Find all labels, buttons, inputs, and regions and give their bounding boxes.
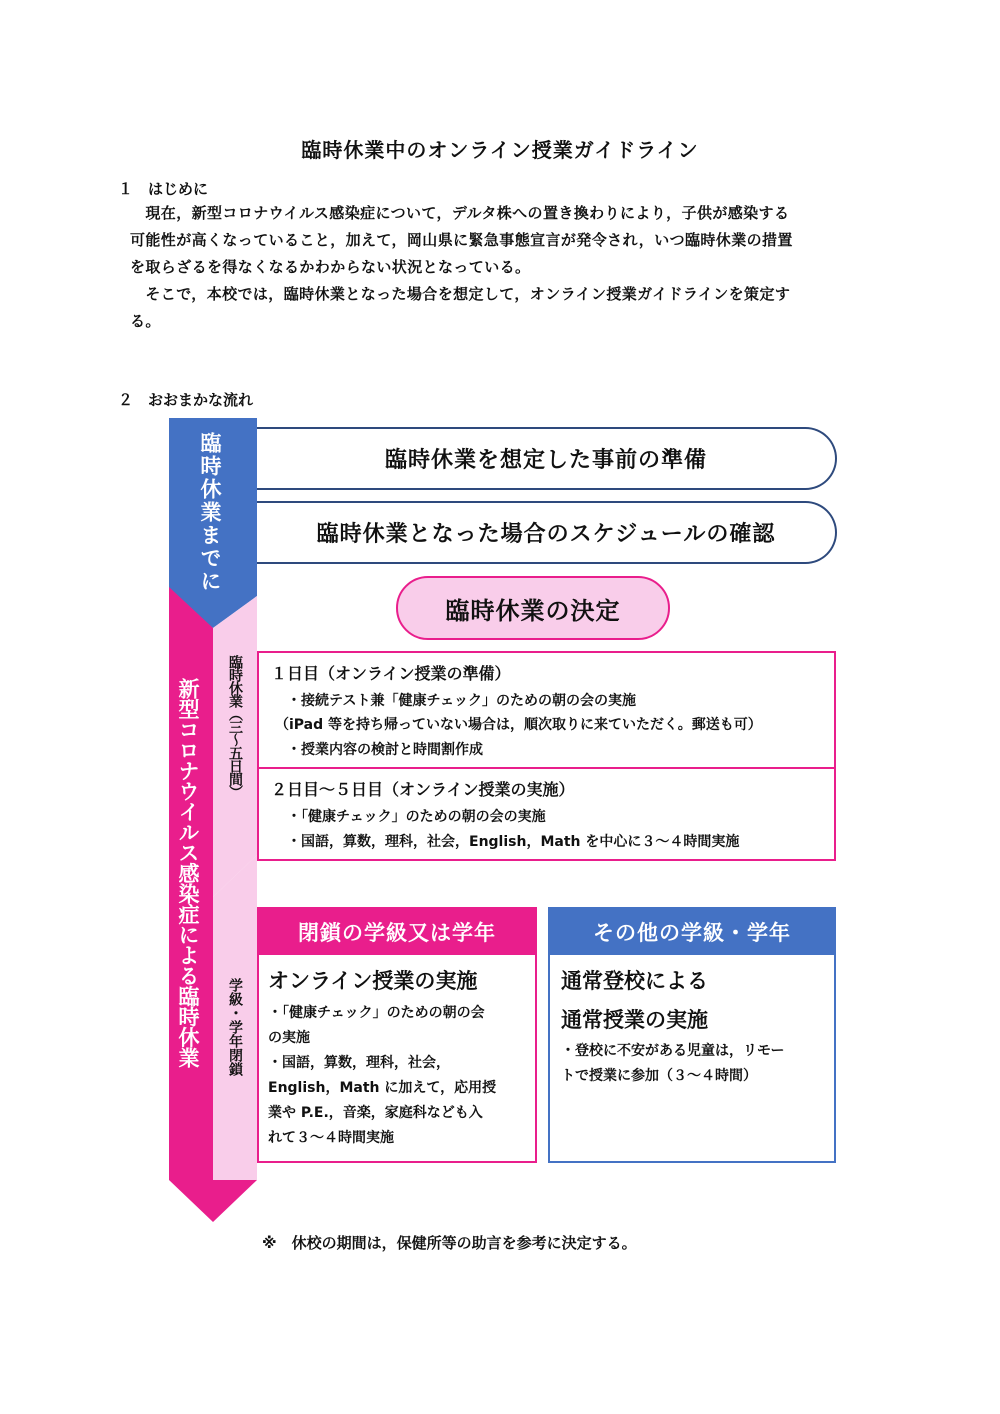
day2-line: ・「健康チェック」のための朝の会の実施 (287, 809, 546, 825)
para-line: そこで，本校では，臨時休業となった場合を想定して，オンライン授業ガイドラインを策定す (130, 285, 791, 303)
footnote: ※ 休校の期間は，保健所等の助言を参考に決定する。 (262, 1234, 637, 1252)
closed-classes-action: オンライン授業の実施 (268, 969, 478, 993)
section-1-heading: １ はじめに (118, 180, 209, 198)
closed-classes-box (257, 907, 537, 1163)
other-classes-header: その他の学級・学年 (550, 909, 834, 955)
day1-line: （iPad 等を持ち帰っていない場合は，順次取りに来ていただく。郵送も可） (275, 717, 762, 733)
day1-line: ・接続テスト兼「健康チェック」のための朝の会の実施 (287, 693, 637, 709)
detail-line: ・登校に不安がある児童は，リモー (561, 1043, 785, 1059)
detail-line: English，Math に加えて，応用授 (268, 1080, 497, 1096)
day2-line: ・国語，算数，理科，社会，English，Math を中心に３～４時間実施 (287, 834, 740, 850)
other-classes-action-1: 通常登校による (561, 969, 708, 993)
prep-step: 臨時休業を想定した事前の準備 (257, 427, 837, 490)
other-classes-box (548, 907, 836, 1163)
day1-box (257, 651, 836, 769)
day2-5-box (257, 767, 836, 861)
para-line: を取らざるを得なくなるかわからない状況となっている。 (130, 258, 531, 276)
period-label: 臨時休業（三～五日間） (227, 655, 243, 798)
detail-line: ・国語，算数，理科，社会， (268, 1055, 450, 1071)
page-title: 臨時休業中のオンライン授業ガイドライン (301, 138, 699, 162)
day1-line: ・授業内容の検討と時間割作成 (287, 742, 483, 758)
day2-title: ２日目～５日目（オンライン授業の実施） (271, 780, 575, 799)
decision-step: 臨時休業の決定 (396, 576, 670, 640)
para-line: る。 (130, 312, 161, 330)
detail-line: ・「健康チェック」のための朝の会 (268, 1005, 485, 1021)
closed-classes-details (268, 1001, 533, 1151)
other-classes-action-2: 通常授業の実施 (561, 1008, 708, 1032)
detail-line: トで授業に参加（３～４時間） (561, 1068, 757, 1084)
other-classes-details (561, 1039, 831, 1089)
closure-label: 学級・学年閉鎖 (227, 978, 243, 1076)
detail-line: の実施 (268, 1030, 310, 1046)
detail-line: れて３～４時間実施 (268, 1130, 394, 1146)
day1-title: １日目（オンライン授業の準備） (271, 664, 511, 683)
para-line: 可能性が高くなっていること，加えて，岡山県に緊急事態宣言が発令され，いつ臨時休業の措置 (130, 231, 793, 249)
closed-classes-header: 閉鎖の学級又は学年 (259, 909, 535, 955)
para-line: 現在，新型コロナウイルス感染症について，デルタ株への置き換わりにより，子供が感染する (130, 204, 790, 222)
section-2-heading: ２ おおまかな流れ (118, 391, 254, 409)
schedule-step: 臨時休業となった場合のスケジュールの確認 (257, 501, 837, 564)
before-closure-label: 臨時休業までに (198, 432, 222, 593)
detail-line: 業や P.E.，音楽，家庭科なども入 (268, 1105, 483, 1121)
covid-closure-label: 新型コロナウイルス感染症による臨時休業 (176, 678, 200, 1068)
